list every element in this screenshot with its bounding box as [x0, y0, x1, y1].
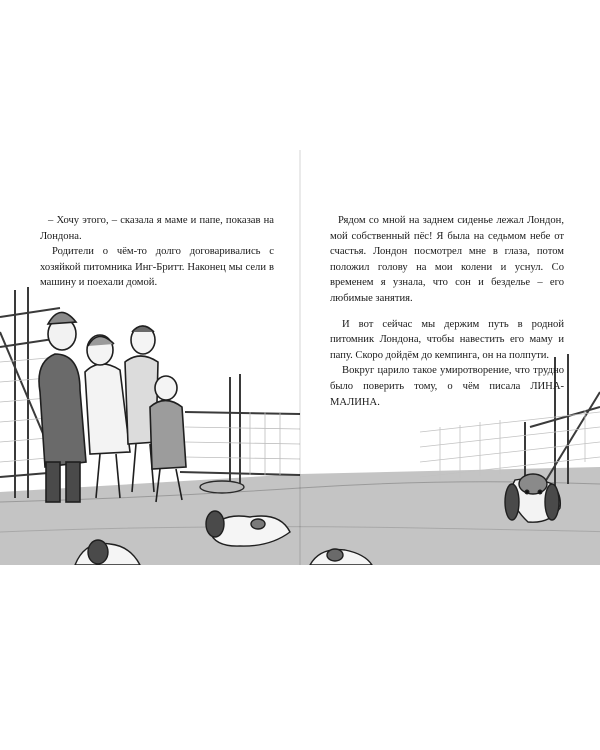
paragraph: Рядом со мной на заднем сиденье лежал Лондон, мой собственный пёс! Я была на седьмом небе от счастья. Лондон посмотрел мне в глаза, потом положил голову на мои колени и уснул. Со временем я узнала, что сон и безделье – его любимые занятия. — [330, 215, 564, 304]
left-page-text — [40, 213, 274, 291]
paragraph: Родители о чём-то долго договаривались с хозяйкой питомника Инг-Бритт. Наконец мы сели в машину и поехали домой. — [40, 246, 274, 289]
paragraph: Вокруг царило такое умиротворение, что трудно было поверить тому, о чём писала ЛИНА-МАЛИНА. — [330, 365, 564, 408]
family-group — [39, 312, 186, 502]
bowl — [200, 481, 244, 493]
right-page-text — [330, 213, 564, 410]
paragraph: И вот сейчас мы держим путь в родной питомник Лондона, чтобы навестить его маму и папу. Скоро дойдём до кемпинга, он на полпути. — [330, 318, 564, 361]
paragraph: – Хочу этого, – сказала я маме и папе, показав на Лондона. — [40, 215, 274, 242]
book-gutter — [299, 150, 301, 565]
